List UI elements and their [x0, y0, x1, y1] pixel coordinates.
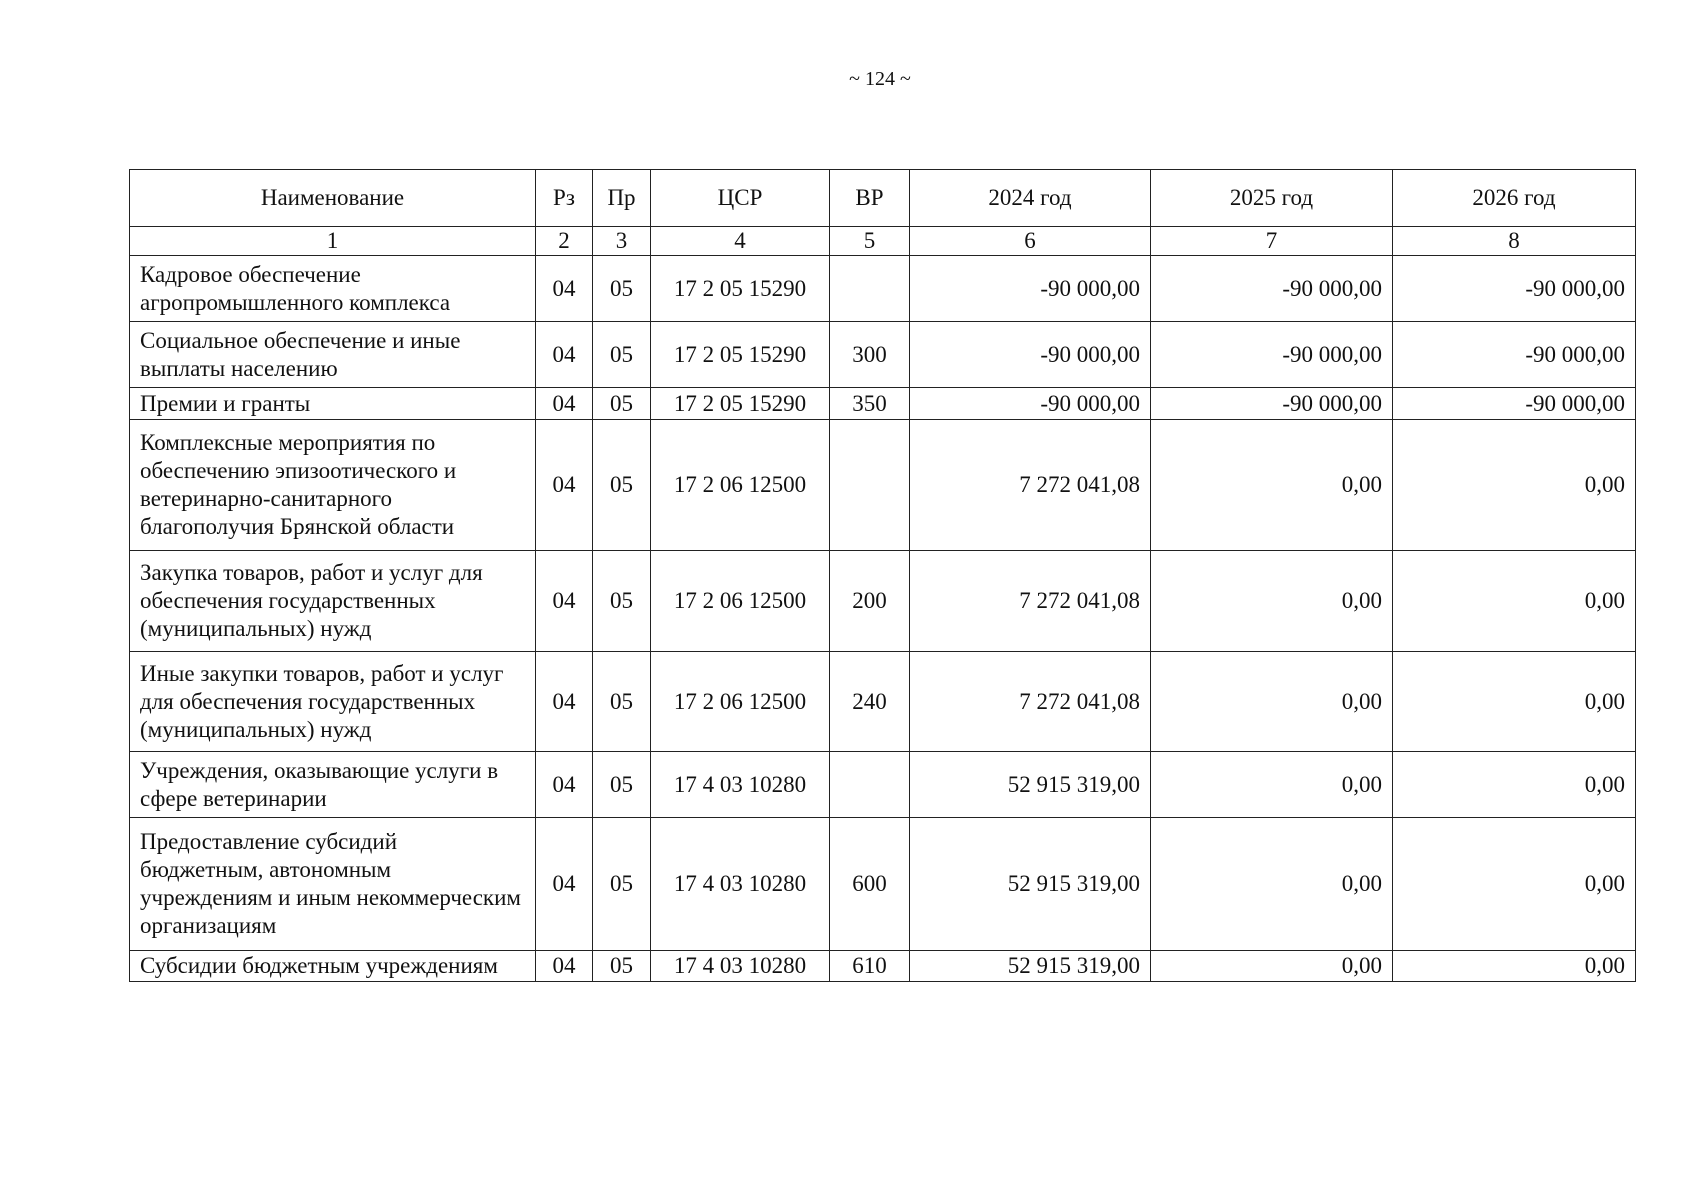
table-row: [130, 420, 1636, 551]
row-2025: 0,00: [1151, 752, 1393, 818]
row-2026: 0,00: [1393, 752, 1636, 818]
row-2026: 0,00: [1393, 420, 1636, 551]
column-number: 6: [910, 227, 1151, 256]
column-number-row: [130, 227, 1636, 256]
header-rz: Рз: [536, 170, 593, 227]
row-name: Закупка товаров, работ и услуг для обеспечения государственных (муниципальных) нужд: [130, 551, 536, 652]
row-2024: 7 272 041,08: [910, 652, 1151, 752]
table-row: [130, 652, 1636, 752]
row-pr: 05: [593, 652, 651, 752]
row-rz: 04: [536, 388, 593, 420]
column-number: 3: [593, 227, 651, 256]
row-csr: 17 2 06 12500: [651, 551, 830, 652]
table-row: [130, 551, 1636, 652]
header-name: Наименование: [130, 170, 536, 227]
row-csr: 17 2 05 15290: [651, 256, 830, 322]
table-row: [130, 256, 1636, 322]
row-name: Предоставление субсидий бюджетным, автономным учреждениям и иным некоммерческим организациям: [130, 818, 536, 951]
row-name: Премии и гранты: [130, 388, 536, 420]
row-2026: 0,00: [1393, 551, 1636, 652]
row-name: Кадровое обеспечение агропромышленного комплекса: [130, 256, 536, 322]
row-name: Учреждения, оказывающие услуги в сфере ветеринарии: [130, 752, 536, 818]
header-2026: 2026 год: [1393, 170, 1636, 227]
table-row: [130, 752, 1636, 818]
column-number: 5: [830, 227, 910, 256]
row-vr: 240: [830, 652, 910, 752]
row-name: Социальное обеспечение и иные выплаты населению: [130, 322, 536, 388]
row-vr: 600: [830, 818, 910, 951]
column-number: 8: [1393, 227, 1636, 256]
row-rz: 04: [536, 818, 593, 951]
row-2024: 7 272 041,08: [910, 551, 1151, 652]
row-rz: 04: [536, 551, 593, 652]
header-2024: 2024 год: [910, 170, 1151, 227]
row-2026: 0,00: [1393, 951, 1636, 982]
row-pr: 05: [593, 818, 651, 951]
table-row: [130, 322, 1636, 388]
row-vr: 610: [830, 951, 910, 982]
header-csr: ЦСР: [651, 170, 830, 227]
row-csr: 17 2 05 15290: [651, 322, 830, 388]
row-csr: 17 4 03 10280: [651, 818, 830, 951]
row-2025: -90 000,00: [1151, 388, 1393, 420]
row-2025: 0,00: [1151, 652, 1393, 752]
row-pr: 05: [593, 388, 651, 420]
row-2024: -90 000,00: [910, 388, 1151, 420]
row-name: Иные закупки товаров, работ и услуг для обеспечения государственных (муниципальных) нужд: [130, 652, 536, 752]
row-2026: 0,00: [1393, 652, 1636, 752]
page-number: ~ 124 ~: [849, 68, 911, 90]
row-pr: 05: [593, 951, 651, 982]
row-2025: -90 000,00: [1151, 322, 1393, 388]
row-2026: -90 000,00: [1393, 322, 1636, 388]
row-2025: 0,00: [1151, 420, 1393, 551]
row-2025: 0,00: [1151, 951, 1393, 982]
header-vr: ВР: [830, 170, 910, 227]
row-csr: 17 2 06 12500: [651, 420, 830, 551]
row-rz: 04: [536, 951, 593, 982]
row-pr: 05: [593, 256, 651, 322]
row-2026: -90 000,00: [1393, 388, 1636, 420]
row-2025: -90 000,00: [1151, 256, 1393, 322]
row-rz: 04: [536, 420, 593, 551]
row-pr: 05: [593, 420, 651, 551]
row-vr: [830, 752, 910, 818]
row-2024: -90 000,00: [910, 256, 1151, 322]
row-csr: 17 4 03 10280: [651, 951, 830, 982]
row-2026: 0,00: [1393, 818, 1636, 951]
row-2024: 52 915 319,00: [910, 951, 1151, 982]
row-rz: 04: [536, 322, 593, 388]
row-vr: [830, 256, 910, 322]
column-number: 2: [536, 227, 593, 256]
row-2024: -90 000,00: [910, 322, 1151, 388]
row-csr: 17 2 06 12500: [651, 652, 830, 752]
table-row: [130, 388, 1636, 420]
column-number: 4: [651, 227, 830, 256]
row-name: Комплексные мероприятия по обеспечению эпизоотического и ветеринарно-санитарного благополучия Брянской области: [130, 420, 536, 551]
row-2024: 52 915 319,00: [910, 752, 1151, 818]
row-vr: 200: [830, 551, 910, 652]
row-rz: 04: [536, 256, 593, 322]
row-2024: 52 915 319,00: [910, 818, 1151, 951]
row-rz: 04: [536, 752, 593, 818]
table-row: [130, 818, 1636, 951]
header-2025: 2025 год: [1151, 170, 1393, 227]
row-pr: 05: [593, 322, 651, 388]
column-number: 1: [130, 227, 536, 256]
row-csr: 17 4 03 10280: [651, 752, 830, 818]
row-csr: 17 2 05 15290: [651, 388, 830, 420]
header-pr: Пр: [593, 170, 651, 227]
row-2025: 0,00: [1151, 551, 1393, 652]
row-vr: 300: [830, 322, 910, 388]
column-number: 7: [1151, 227, 1393, 256]
budget-table: [129, 169, 1636, 982]
row-2025: 0,00: [1151, 818, 1393, 951]
row-pr: 05: [593, 551, 651, 652]
row-2024: 7 272 041,08: [910, 420, 1151, 551]
row-2026: -90 000,00: [1393, 256, 1636, 322]
table-row: [130, 951, 1636, 982]
row-vr: 350: [830, 388, 910, 420]
row-vr: [830, 420, 910, 551]
row-name: Субсидии бюджетным учреждениям: [130, 951, 536, 982]
row-rz: 04: [536, 652, 593, 752]
header-row: [130, 170, 1636, 227]
row-pr: 05: [593, 752, 651, 818]
